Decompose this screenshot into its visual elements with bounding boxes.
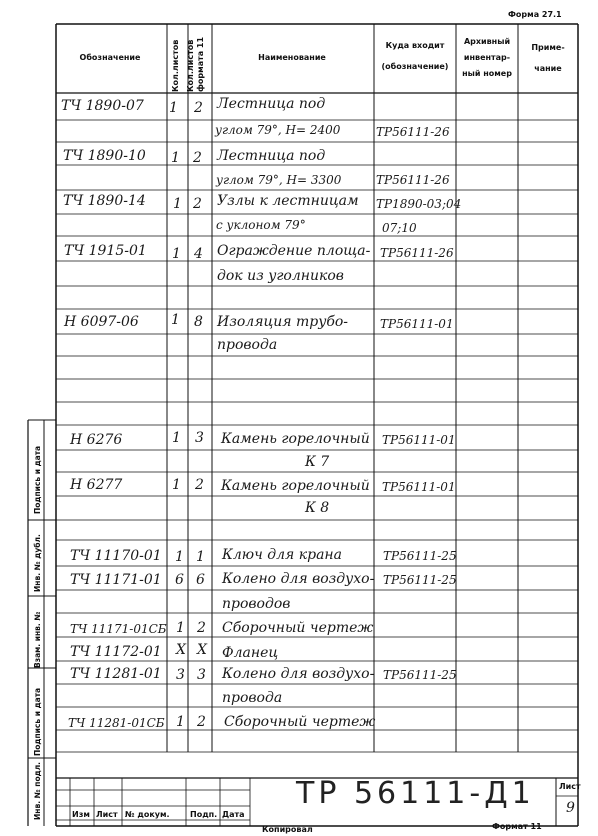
sheets-f11-cell: 2	[194, 100, 203, 116]
where-used-cell: ТР1890-03;04	[376, 197, 462, 211]
designation-cell: ТЧ 1890-10	[63, 148, 146, 164]
name-cell: провода	[217, 337, 278, 353]
where-used-cell: ТР56111-26	[376, 125, 450, 139]
where-used-cell: ТР56111-25	[383, 573, 457, 587]
designation-cell: ТЧ 11172-01	[70, 644, 162, 660]
sheets-f11-cell: 4	[194, 246, 203, 262]
sheets-cell: 3	[176, 667, 185, 683]
sheet-label: Лист	[559, 782, 581, 791]
name-cell: Камень горелочный	[221, 431, 370, 447]
header-where-used-1: Куда входит	[385, 41, 445, 50]
designation-cell: ТЧ 1890-14	[63, 193, 146, 209]
side-label-vzam-inv: Взам. инв. №	[33, 611, 42, 668]
sheets-cell: X	[176, 642, 186, 658]
header-sheets-format-1: Кол.листов	[186, 39, 195, 92]
name-cell: Ключ для крана	[222, 547, 342, 563]
footer-format: Формат 11	[492, 822, 542, 831]
sheets-cell: 1	[175, 549, 184, 565]
where-used-cell: ТР56111-01	[382, 480, 456, 494]
title-col-doc: № докум.	[125, 810, 170, 819]
header-where-used-2: (обозначение)	[381, 62, 449, 71]
where-used-cell: ТР56111-26	[376, 173, 450, 187]
sheets-f11-cell: 6	[196, 572, 205, 588]
sheets-f11-cell: 2	[193, 150, 202, 166]
header-sheets-format-2: формата 11	[196, 36, 205, 92]
where-used-cell: ТР56111-25	[383, 549, 457, 563]
sheets-cell: 6	[175, 572, 184, 588]
where-used-cell: ТР56111-01	[382, 433, 456, 447]
sheets-cell: 1	[173, 196, 182, 212]
header-note-2: чание	[534, 64, 562, 73]
designation-cell: ТЧ 11281-01СБ	[68, 716, 165, 730]
name-cell: Лестница под	[217, 96, 326, 112]
header-designation: Обозначение	[79, 53, 141, 62]
title-col-list: Лист	[96, 810, 118, 819]
form-label: Форма 27.1	[508, 10, 562, 19]
sheets-cell: 1	[171, 150, 180, 166]
sheets-f11-cell: 3	[195, 430, 204, 446]
designation-cell: Н 6097-06	[64, 314, 139, 330]
name-cell: Фланец	[222, 645, 279, 661]
sheets-cell: 1	[172, 477, 181, 493]
name-cell: К 7	[305, 454, 330, 470]
document-number: ТР 56111-Д1	[296, 776, 535, 811]
sheets-f11-cell: 2	[197, 620, 206, 636]
footer-copied: Копировал	[262, 825, 313, 834]
designation-cell: ТЧ 11170-01	[70, 548, 162, 564]
name-cell: Лестница под	[217, 148, 326, 164]
designation-cell: ТЧ 11281-01	[70, 666, 162, 682]
name-cell: Камень горелочный	[221, 478, 370, 494]
name-cell: Сборочный чертеж	[224, 714, 376, 730]
sheets-f11-cell: 2	[193, 196, 202, 212]
sheet-number: 9	[566, 800, 575, 816]
sheets-f11-cell: 2	[197, 714, 206, 730]
where-used-cell: ТР56111-26	[380, 246, 454, 260]
title-col-izm: Изм	[72, 810, 90, 819]
header-archive-3: ный номер	[462, 69, 512, 78]
name-cell: К 8	[305, 500, 330, 516]
name-cell: проводов	[222, 596, 291, 612]
sheets-cell: 1	[171, 312, 180, 328]
side-label-inv-podl: Инв. № подл.	[33, 761, 42, 820]
side-label-signature-date-1: Подпись и дата	[33, 687, 42, 756]
where-used-cell: 07;10	[382, 221, 417, 235]
name-cell: Колено для воздухо-	[222, 666, 375, 682]
name-cell: Колено для воздухо-	[222, 571, 375, 587]
designation-cell: ТЧ 11171-01	[70, 572, 162, 588]
name-cell: углом 79°, Н= 3300	[216, 173, 342, 187]
name-cell: Изоляция трубо-	[217, 314, 349, 330]
where-used-cell: ТР56111-01	[380, 317, 454, 331]
name-cell: провода	[222, 690, 283, 706]
designation-cell: ТЧ 1915-01	[64, 243, 147, 259]
sheets-cell: 1	[169, 100, 178, 116]
name-cell: Ограждение площа-	[217, 243, 371, 259]
sheets-f11-cell: 3	[197, 667, 206, 683]
sheets-f11-cell: 1	[196, 549, 205, 565]
designation-cell: Н 6276	[70, 432, 123, 448]
name-cell: с уклоном 79°	[216, 218, 306, 232]
header-archive-2: инвентар-	[463, 53, 511, 62]
header-note-1: Приме-	[531, 43, 565, 52]
side-label-inv-dubl: Инв. № дубл.	[33, 534, 42, 592]
header-sheets: Кол.листов	[171, 39, 180, 92]
where-used-cell: ТР56111-25	[383, 668, 457, 682]
sheets-f11-cell: 2	[195, 477, 204, 493]
designation-cell: ТЧ 1890-07	[61, 98, 144, 114]
title-col-date: Дата	[222, 810, 245, 819]
sheets-cell: 1	[176, 620, 185, 636]
sheets-cell: 1	[172, 246, 181, 262]
designation-cell: ТЧ 11171-01СБ	[70, 622, 167, 636]
header-name: Наименование	[258, 53, 326, 62]
name-cell: углом 79°, Н= 2400	[215, 123, 341, 137]
side-label-signature-date-2: Подпись и дата	[33, 445, 42, 514]
name-cell: Сборочный чертеж	[222, 620, 374, 636]
sheets-f11-cell: X	[197, 642, 207, 658]
sheets-cell: 1	[176, 714, 185, 730]
header-archive-1: Архивный	[463, 37, 511, 46]
name-cell: Узлы к лестницам	[217, 193, 359, 209]
sheets-cell: 1	[172, 430, 181, 446]
sheets-f11-cell: 8	[194, 314, 203, 330]
title-col-sign: Подп.	[190, 810, 218, 819]
name-cell: док из уголников	[217, 268, 344, 284]
designation-cell: Н 6277	[70, 477, 123, 493]
